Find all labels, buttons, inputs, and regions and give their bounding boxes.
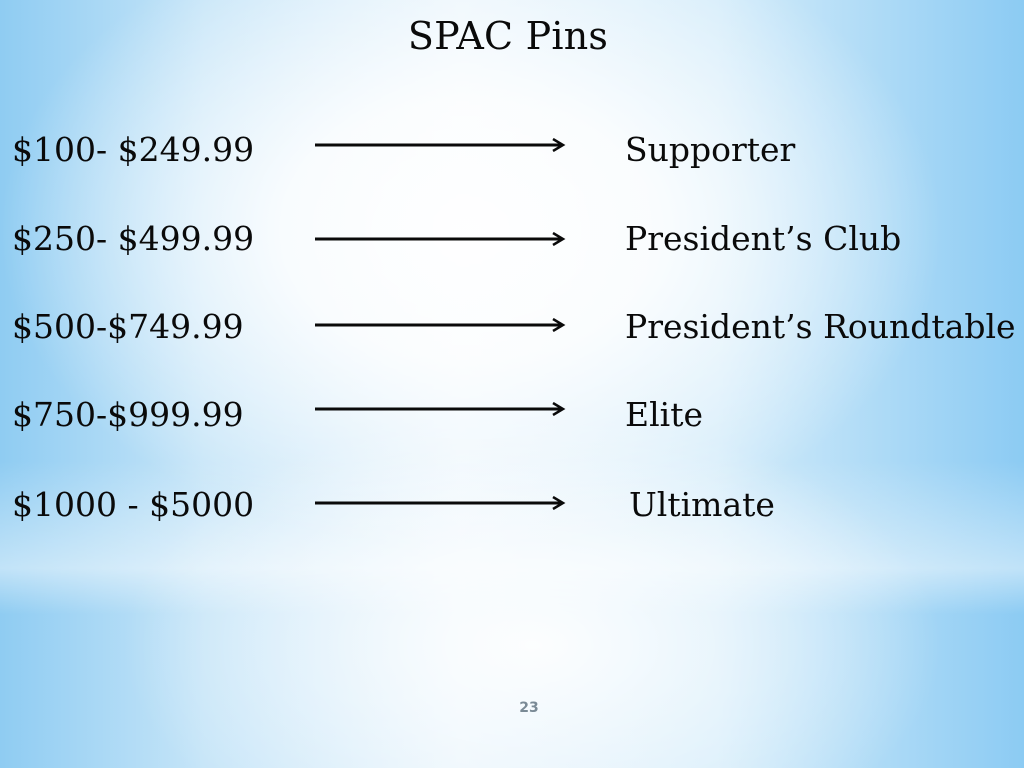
tier-row-ultimate (0, 480, 1024, 530)
tier-row-supporter (0, 125, 1024, 175)
tier-range: $500-$749.99 (12, 307, 244, 346)
tier-range: $1000 - $5000 (12, 485, 255, 524)
right-arrow-icon (315, 496, 567, 510)
tier-level: Supporter (625, 130, 796, 169)
tier-level: Elite (625, 395, 703, 434)
slide-title: SPAC Pins (407, 14, 609, 58)
right-arrow-icon (315, 138, 567, 152)
right-arrow-icon (315, 232, 567, 246)
right-arrow-icon (315, 318, 567, 332)
tier-level: Ultimate (629, 485, 775, 524)
tier-row-presidents-club (0, 214, 1024, 264)
tier-row-presidents-roundtable (0, 302, 1024, 352)
tier-range: $250- $499.99 (12, 219, 255, 258)
page-number: 23 (519, 700, 539, 716)
right-arrow-icon (315, 402, 567, 416)
tier-range: $750-$999.99 (12, 395, 244, 434)
tier-row-elite (0, 390, 1024, 440)
tier-level: President’s Roundtable (625, 307, 1016, 346)
tier-level: President’s Club (625, 219, 902, 258)
tier-range: $100- $249.99 (12, 130, 255, 169)
